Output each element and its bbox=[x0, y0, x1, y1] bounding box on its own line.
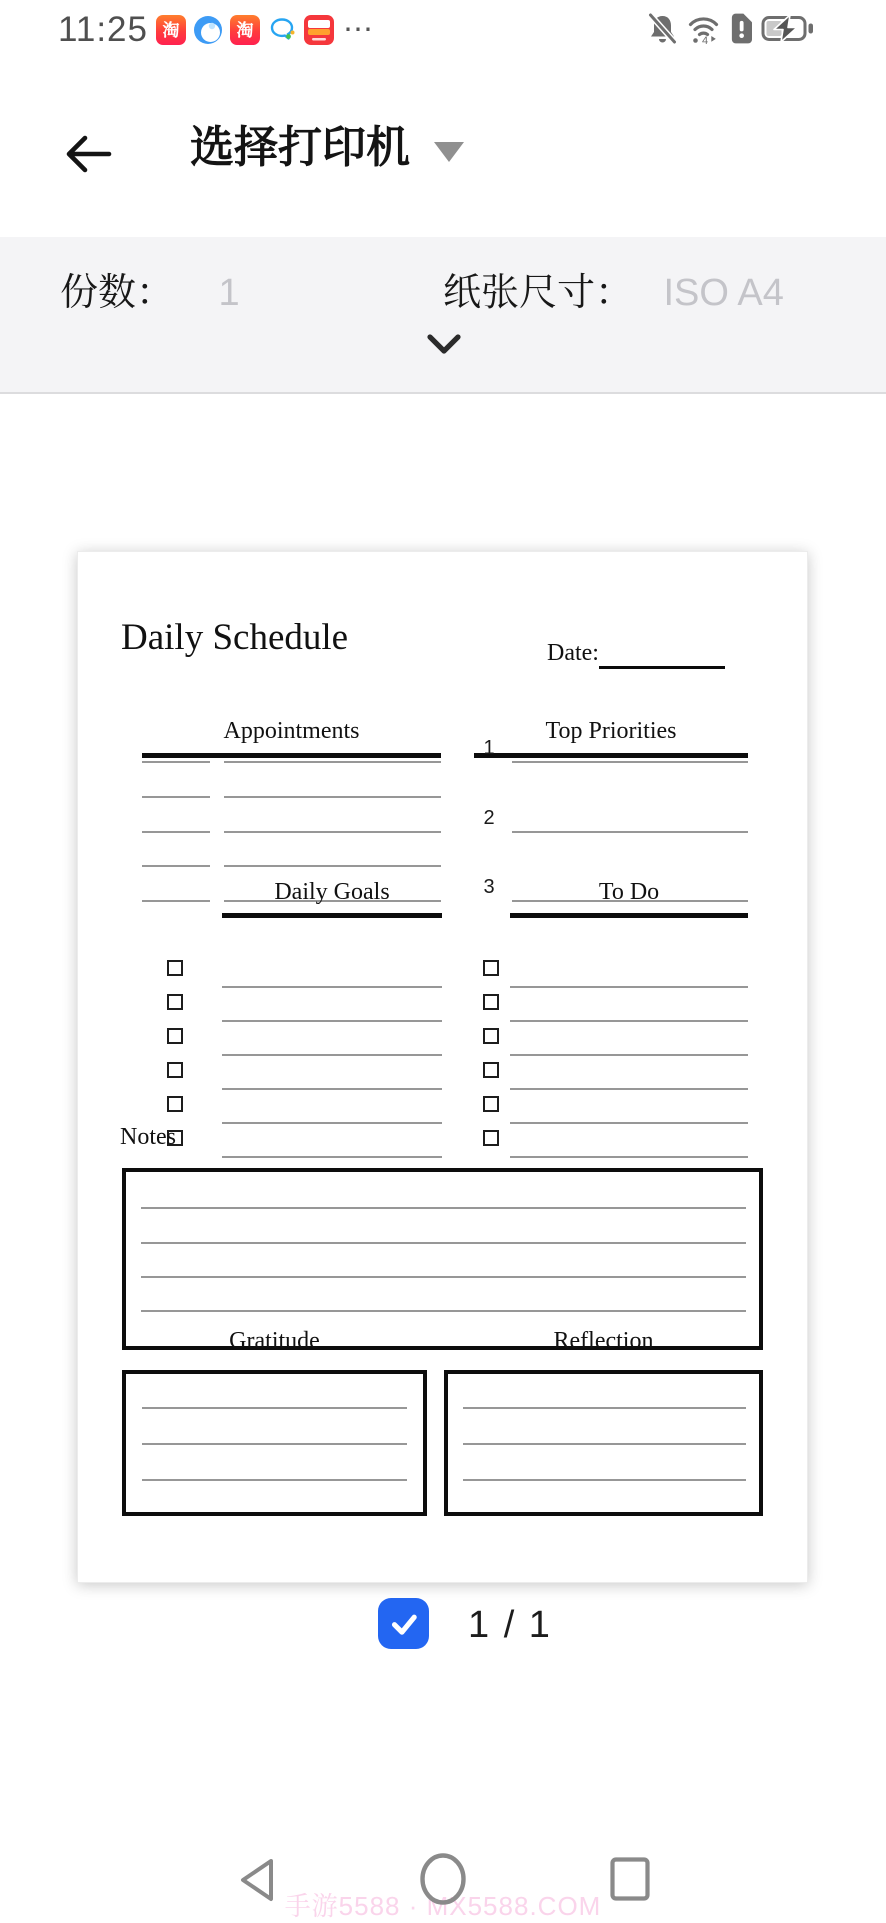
form-checkbox bbox=[483, 1130, 499, 1146]
notifications-muted-icon bbox=[647, 13, 678, 50]
recents-square-icon bbox=[609, 1856, 651, 1902]
reflection-box bbox=[444, 1370, 763, 1516]
blank-line bbox=[463, 1407, 746, 1409]
blank-line bbox=[222, 1088, 442, 1090]
more-notifications-icon: ⋯ bbox=[343, 13, 375, 46]
nav-home-button[interactable] bbox=[418, 1852, 468, 1911]
blank-line bbox=[141, 1207, 746, 1209]
watermark: 手游5588 · MX5588.COM bbox=[284, 1891, 602, 1921]
wifi-icon bbox=[687, 13, 720, 50]
notes-box bbox=[122, 1168, 763, 1350]
form-checkbox bbox=[167, 1062, 183, 1078]
blank-line bbox=[510, 1020, 748, 1022]
section-rule bbox=[222, 913, 442, 918]
print-settings-bar bbox=[0, 237, 886, 394]
nav-recents-button[interactable] bbox=[609, 1856, 651, 1907]
blank-line bbox=[510, 1054, 748, 1056]
taobao-icon: 淘 bbox=[156, 15, 186, 45]
time-blank-line bbox=[142, 761, 210, 763]
nav-back-button[interactable] bbox=[236, 1856, 276, 1909]
form-checkbox bbox=[483, 1096, 499, 1112]
notification-icons bbox=[156, 14, 375, 46]
priority-number: 1 bbox=[483, 737, 495, 759]
blank-line bbox=[510, 1088, 748, 1090]
time-blank-line bbox=[142, 865, 210, 867]
gratitude-header: Gratitude bbox=[229, 1328, 320, 1354]
reflection-header: Reflection bbox=[553, 1328, 654, 1354]
blank-line bbox=[222, 1054, 442, 1056]
dropdown-caret-icon bbox=[434, 142, 464, 162]
top-priorities-header: Top Priorities bbox=[545, 718, 677, 744]
status-bar bbox=[0, 0, 886, 60]
section-rule bbox=[142, 753, 441, 758]
notes-header: Notes bbox=[120, 1124, 176, 1150]
blank-line bbox=[141, 1276, 746, 1278]
form-checkbox bbox=[167, 994, 183, 1010]
priority-number: 3 bbox=[483, 876, 495, 898]
checkmark-icon bbox=[387, 1607, 421, 1641]
navigation-bar bbox=[0, 1840, 886, 1920]
form-checkbox bbox=[483, 994, 499, 1010]
section-rule bbox=[510, 913, 748, 918]
svg-text:4: 4 bbox=[702, 34, 709, 45]
blank-line bbox=[141, 1242, 746, 1244]
appointment-blank-line bbox=[224, 761, 441, 763]
clock: 11:25 bbox=[58, 10, 148, 49]
paper-size-setting[interactable] bbox=[443, 261, 784, 316]
copies-label: 份数： bbox=[60, 272, 175, 314]
priority-blank-line bbox=[512, 761, 748, 763]
page-title: 选择打印机 bbox=[190, 123, 410, 172]
blank-line bbox=[141, 1310, 746, 1312]
section-rule bbox=[474, 753, 748, 758]
qq-icon bbox=[267, 15, 297, 45]
time-blank-line bbox=[142, 831, 210, 833]
copies-value: 1 bbox=[218, 272, 240, 314]
form-checkbox bbox=[167, 960, 183, 976]
taobao-icon: 淘 bbox=[230, 15, 260, 45]
blank-line bbox=[222, 1020, 442, 1022]
todo-header: To Do bbox=[598, 879, 660, 905]
page-select-checkbox[interactable] bbox=[378, 1598, 429, 1649]
page-indicator: 1 / 1 bbox=[468, 1604, 552, 1646]
print-preview-page bbox=[77, 551, 808, 1583]
document-title: Daily Schedule bbox=[121, 617, 349, 658]
blank-line bbox=[463, 1479, 746, 1481]
blank-line bbox=[222, 986, 442, 988]
appointment-blank-line bbox=[224, 865, 441, 867]
date-blank-line bbox=[599, 666, 725, 669]
form-checkbox bbox=[167, 1028, 183, 1044]
copies-setting[interactable] bbox=[60, 261, 240, 316]
priority-blank-line bbox=[512, 831, 748, 833]
time-blank-line bbox=[142, 796, 210, 798]
priority-number: 2 bbox=[483, 807, 495, 829]
appointment-blank-line bbox=[224, 796, 441, 798]
date-label: Date: bbox=[547, 640, 599, 666]
blank-line bbox=[463, 1443, 746, 1445]
time-blank-line bbox=[142, 900, 210, 902]
red-stripes-app-icon bbox=[304, 15, 334, 45]
blank-line bbox=[510, 986, 748, 988]
blank-line bbox=[510, 1156, 748, 1158]
qq-browser-icon bbox=[193, 15, 223, 45]
blank-line bbox=[142, 1407, 407, 1409]
back-button[interactable] bbox=[63, 133, 113, 180]
expand-settings-chevron[interactable] bbox=[426, 333, 462, 364]
daily-goals-header: Daily Goals bbox=[274, 879, 390, 905]
home-circle-icon bbox=[418, 1852, 468, 1906]
blank-line bbox=[510, 1122, 748, 1124]
back-triangle-icon bbox=[236, 1856, 276, 1904]
appointments-header: Appointments bbox=[223, 718, 360, 744]
form-checkbox bbox=[167, 1096, 183, 1112]
paper-size-label: 纸张尺寸： bbox=[443, 272, 634, 314]
form-checkbox bbox=[483, 1028, 499, 1044]
gratitude-box bbox=[122, 1370, 427, 1516]
sim-alert-icon bbox=[729, 13, 752, 49]
form-checkbox bbox=[483, 960, 499, 976]
appointment-blank-line bbox=[224, 831, 441, 833]
system-status-icons bbox=[647, 14, 814, 48]
blank-line bbox=[222, 1156, 442, 1158]
blank-line bbox=[142, 1479, 407, 1481]
blank-line bbox=[142, 1443, 407, 1445]
blank-line bbox=[222, 1122, 442, 1124]
form-checkbox bbox=[483, 1062, 499, 1078]
battery-charging-icon bbox=[761, 13, 814, 49]
paper-size-value: ISO A4 bbox=[663, 272, 784, 314]
